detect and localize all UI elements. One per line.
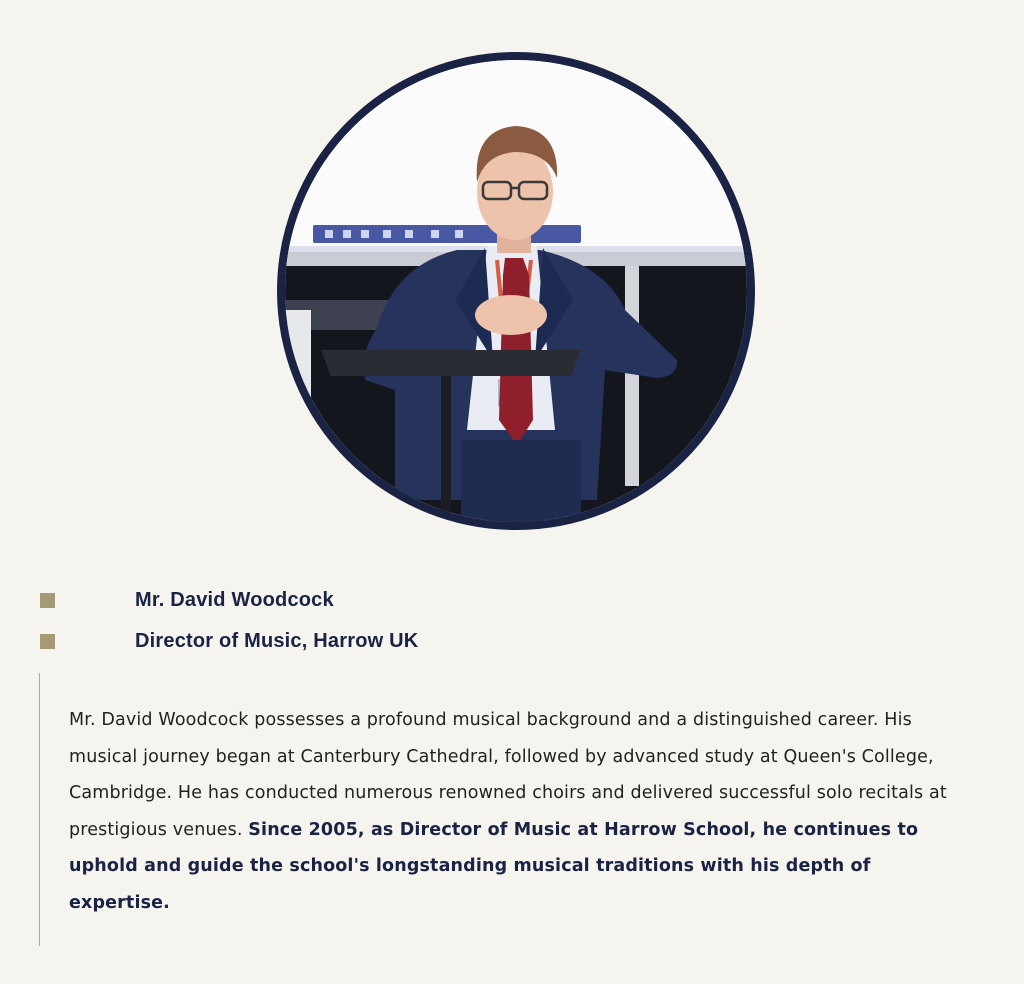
screen-toolbar [313,225,581,243]
info-row-title [40,626,419,656]
biography-intro: Mr. David Woodcock possesses a profound musical background and a distinguished career. His musical journey began at Canterbury Cathedral, followed by advanced study at Queen's College, Cambridge. He has conducted numerous renowned choirs and delivered successful solo recitals at prestigious venues. [69,710,947,840]
square-bullet-icon [40,593,55,608]
info-row-name [40,585,334,615]
portrait-illustration [285,60,747,522]
biography-highlight: Since 2005, as Director of Music at Harrow School, he continues to uphold and guide the school's longstanding musical traditions with his depth of expertise. [69,819,919,913]
person-title: Director of Music, Harrow UK [135,629,419,652]
profile-photo [277,52,755,530]
biography [69,702,969,921]
bio-divider [39,673,40,946]
hands [475,295,547,335]
music-stand [321,350,581,376]
person-name: Mr. David Woodcock [135,588,334,611]
square-bullet-icon [40,634,55,649]
